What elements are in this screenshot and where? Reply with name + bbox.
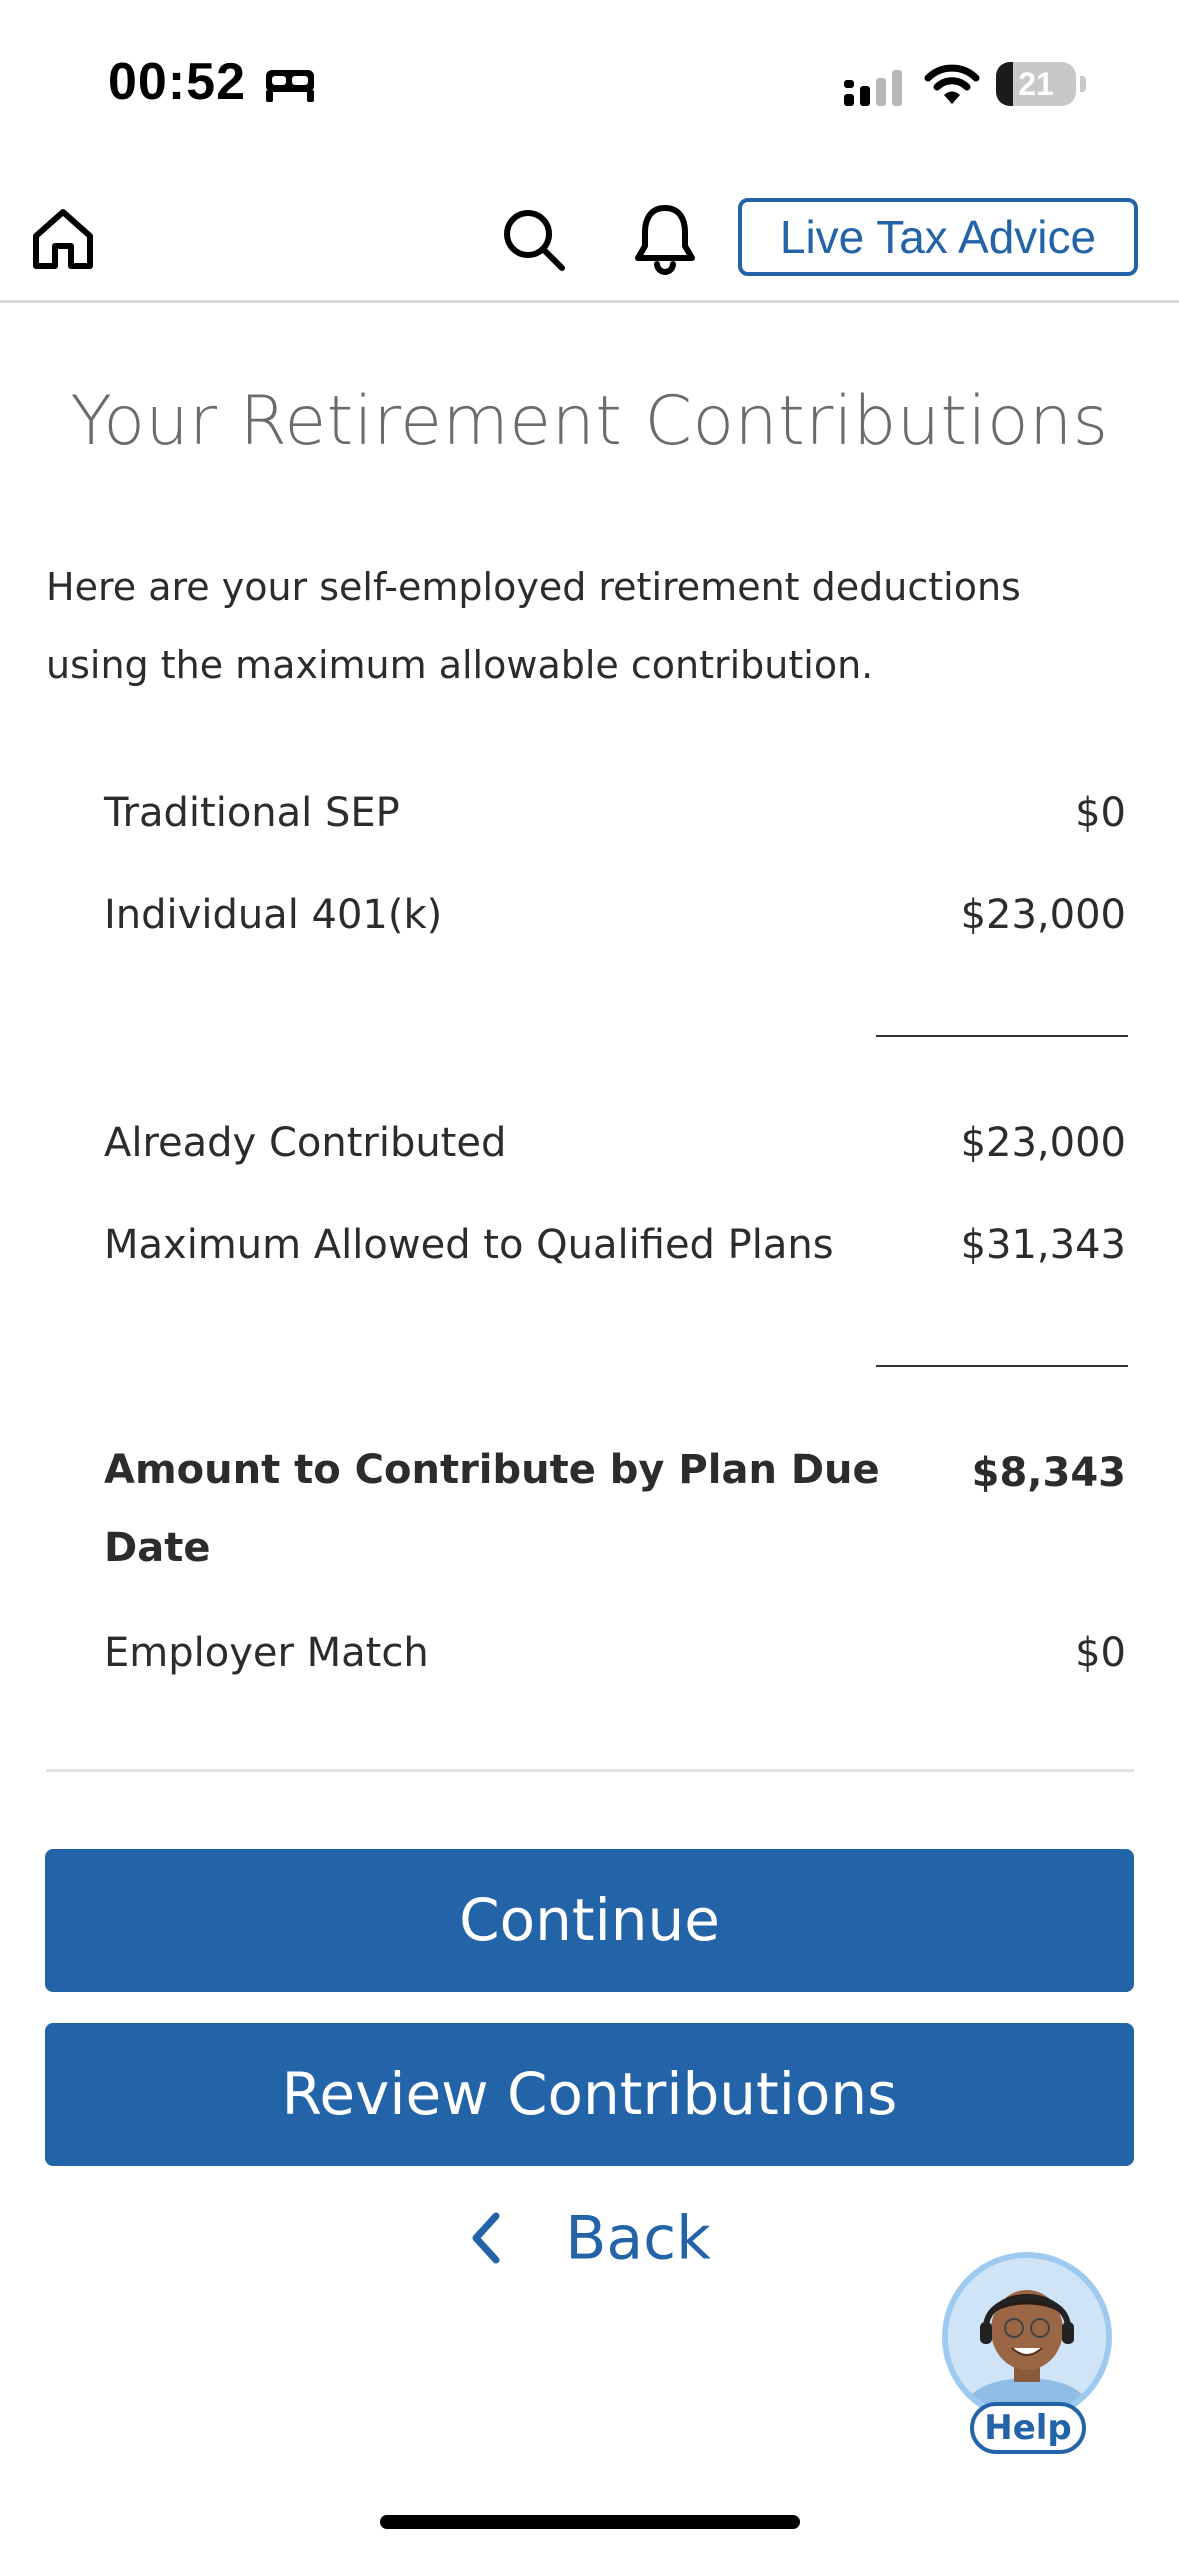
sum-divider — [876, 1365, 1128, 1367]
home-icon[interactable] — [30, 206, 96, 272]
battery-icon — [996, 62, 1076, 106]
intro-text: Here are your self-employed retirement deductions using the maximum allowable contribution. — [46, 565, 1021, 687]
wifi-icon — [924, 62, 980, 106]
help-widget[interactable] — [940, 2252, 1120, 2462]
row-value: $23,000 — [960, 1120, 1126, 1166]
search-icon[interactable] — [500, 206, 568, 274]
row-label: Already Contributed — [104, 1120, 507, 1166]
back-label: Back — [565, 2203, 711, 2274]
row-label: Maximum Allowed to Qualified Plans — [104, 1222, 834, 1268]
page-title: Your Retirement Contributions — [70, 382, 1109, 461]
row-value: $8,343 — [971, 1450, 1126, 1496]
row-value: $23,000 — [960, 892, 1126, 938]
row-label: Traditional SEP — [104, 790, 400, 836]
battery-cap — [1080, 76, 1086, 92]
bell-icon[interactable] — [630, 202, 700, 276]
row-value: $0 — [1075, 790, 1126, 836]
signal-icon — [842, 68, 906, 108]
live-tax-advice-button[interactable]: Live Tax Advice — [738, 198, 1138, 276]
section-divider — [46, 1769, 1134, 1772]
row-label: Employer Match — [104, 1630, 429, 1676]
sum-divider — [876, 1035, 1128, 1037]
review-contributions-button[interactable]: Review Contributions — [45, 2023, 1134, 2166]
row-value: $0 — [1075, 1630, 1126, 1676]
agent-portrait-icon — [948, 2258, 1106, 2416]
chevron-left-icon — [468, 2210, 502, 2266]
help-agent-avatar — [942, 2252, 1112, 2422]
home-indicator — [380, 2515, 800, 2529]
row-label: Individual 401(k) — [104, 892, 443, 938]
row-value: $31,343 — [960, 1222, 1126, 1268]
status-time: 00:52 — [108, 53, 246, 111]
battery-level: 21 — [1018, 66, 1054, 102]
bed-icon — [264, 66, 316, 104]
top-nav — [0, 170, 1179, 303]
row-label: Amount to Contribute by Plan Due Date — [104, 1447, 880, 1571]
continue-button[interactable]: Continue — [45, 1849, 1134, 1992]
help-label: Help — [970, 2402, 1086, 2454]
status-bar — [0, 0, 1179, 170]
